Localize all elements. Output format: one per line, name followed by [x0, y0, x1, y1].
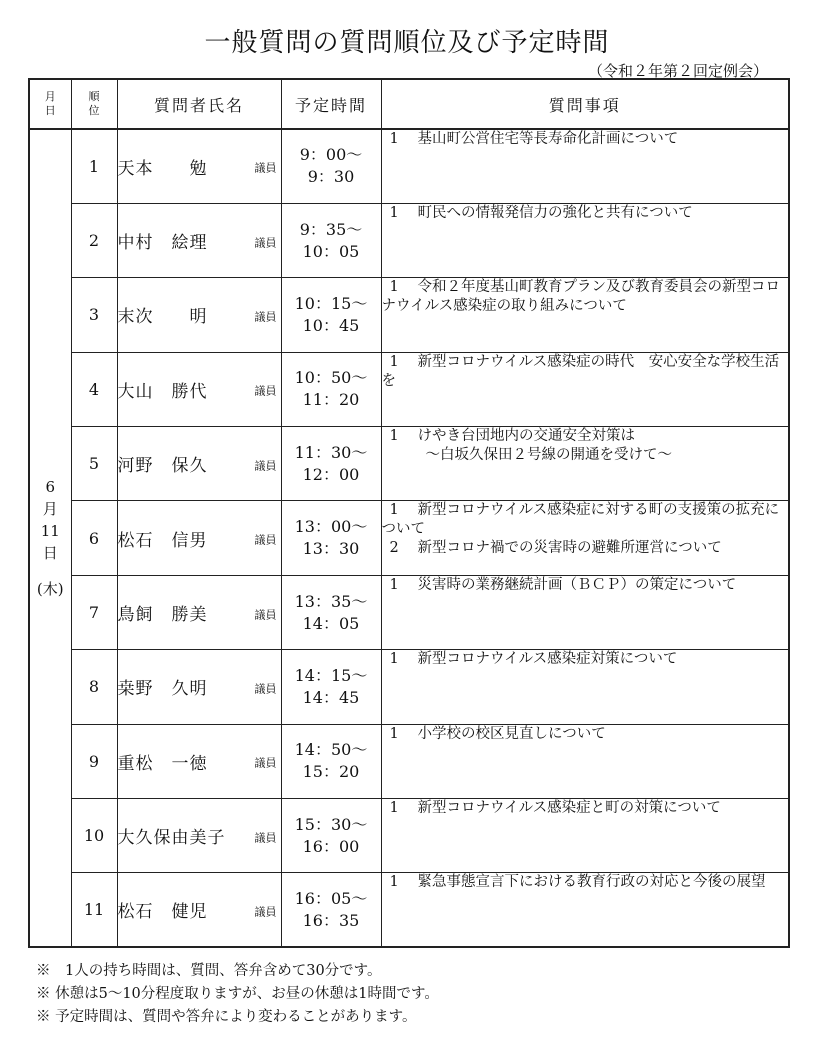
- header-topic: 質問事項: [381, 79, 789, 129]
- topic-cell: [381, 427, 789, 501]
- questioner-cell: [117, 501, 281, 575]
- role-label: 議員: [254, 162, 277, 176]
- start-time: 13：00～: [294, 517, 368, 537]
- topic-item: 1 新型コロナウイルス感染症の時代 安心安全な学校生活を: [381, 353, 780, 389]
- topic-item: 1 新型コロナウイルス感染症に対する町の支援策の拡充について: [381, 502, 780, 538]
- start-time: 9：00～: [299, 145, 363, 165]
- time-cell: [281, 575, 381, 649]
- note-item: ※ 予定時間は、質問や答弁により変わることがあります。: [36, 1009, 417, 1025]
- end-time: 14：45: [302, 687, 360, 707]
- note-item: ※ 休憩は5～10分程度取りますが、お昼の休憩は1時間です。: [36, 986, 439, 1002]
- topic-item: 1 けやき台団地内の交通安全対策は: [389, 428, 635, 445]
- table-row: [29, 501, 789, 575]
- topic-item: 1 新型コロナウイルス感染症対策について: [389, 651, 678, 668]
- table-row: [29, 352, 789, 426]
- questioner-name: 松石 信男: [117, 530, 208, 551]
- header-time: 予定時間: [281, 79, 381, 129]
- end-time: 12：00: [302, 464, 360, 484]
- topic-cell: [381, 352, 789, 426]
- time-cell: [281, 799, 381, 873]
- start-time: 11：30～: [294, 442, 368, 462]
- table-row: [29, 873, 789, 947]
- time-cell: [281, 724, 381, 798]
- questioner-cell: [117, 650, 281, 724]
- table-row: [29, 650, 789, 724]
- rank-cell: 11: [71, 873, 117, 947]
- questioner-cell: [117, 799, 281, 873]
- topic-item: 1 町民への情報発信力の強化と共有について: [389, 204, 693, 221]
- table-row: [29, 724, 789, 798]
- rank-cell: 1: [71, 129, 117, 203]
- notes: [36, 960, 439, 1029]
- role-label: 議員: [254, 905, 277, 919]
- questioner-name: 河野 保久: [117, 456, 208, 477]
- end-time: 15：20: [302, 762, 360, 782]
- topic-cell: [381, 203, 789, 277]
- questioner-name: 末次 明: [117, 307, 208, 328]
- questioner-cell: [117, 352, 281, 426]
- topic-item: 1 小学校の校区見直しについて: [389, 725, 606, 742]
- end-time: 14：05: [302, 613, 360, 633]
- topic-cell: [381, 129, 789, 203]
- end-time: 10：05: [302, 241, 360, 261]
- questioner-cell: [117, 129, 281, 203]
- questioner-name: 桒野 久明: [117, 679, 208, 700]
- header-rank: 順 位: [71, 79, 117, 129]
- rank-cell: 4: [71, 352, 117, 426]
- time-cell: [281, 129, 381, 203]
- end-time: 13：30: [302, 539, 360, 559]
- topic-cell: [381, 575, 789, 649]
- rank-cell: 3: [71, 278, 117, 352]
- time-cell: [281, 650, 381, 724]
- topic-item: 2 新型コロナ禍での災害時の避難所運営について: [389, 540, 722, 557]
- time-cell: [281, 501, 381, 575]
- table-row: [29, 799, 789, 873]
- rank-cell: 8: [71, 650, 117, 724]
- topic-item: 1 緊急事態宣言下における教育行政の対応と今後の展望: [389, 874, 766, 891]
- rank-cell: 2: [71, 203, 117, 277]
- rank-cell: 9: [71, 724, 117, 798]
- table-row: [29, 575, 789, 649]
- questioner-name: 松石 健児: [117, 902, 208, 923]
- time-cell: [281, 427, 381, 501]
- header-date: 月 日: [29, 79, 71, 129]
- start-time: 16：05～: [294, 888, 368, 908]
- role-label: 議員: [254, 236, 277, 250]
- role-label: 議員: [254, 682, 277, 696]
- end-time: 16：00: [302, 836, 360, 856]
- topic-cell: [381, 278, 789, 352]
- start-time: 13：35～: [294, 591, 368, 611]
- questioner-name: 重松 一徳: [117, 753, 208, 774]
- topic-item: 1 基山町公営住宅等長寿命化計画について: [389, 131, 679, 147]
- topic-subtitle: ～白坂久保田２号線の開通を受けて～: [425, 447, 672, 464]
- end-time: 10：45: [302, 315, 360, 335]
- role-label: 議員: [254, 459, 277, 473]
- time-cell: [281, 203, 381, 277]
- table-row: [29, 427, 789, 501]
- rank-cell: 7: [71, 575, 117, 649]
- questioner-cell: [117, 575, 281, 649]
- start-time: 10：15～: [294, 293, 368, 313]
- questioner-cell: [117, 203, 281, 277]
- note-item: ※ 1人の持ち時間は、質問、答弁含めて30分です。: [36, 963, 382, 979]
- end-time: 16：35: [302, 910, 360, 930]
- rank-cell: 5: [71, 427, 117, 501]
- start-time: 14：15～: [294, 665, 368, 685]
- rank-cell: 10: [71, 799, 117, 873]
- start-time: 9：35～: [299, 219, 363, 239]
- end-time: 9：30: [307, 167, 355, 187]
- role-label: 議員: [254, 756, 277, 770]
- role-label: 議員: [254, 384, 277, 398]
- questioner-cell: [117, 873, 281, 947]
- role-label: 議員: [254, 533, 277, 547]
- time-cell: [281, 352, 381, 426]
- start-time: 10：50～: [294, 368, 368, 388]
- questioner-name: 大山 勝代: [117, 381, 208, 402]
- page-subtitle: （令和２年第２回定例会）: [587, 62, 768, 80]
- end-time: 11：20: [302, 390, 360, 410]
- topic-item: 1 令和２年度基山町教育プラン及び教育委員会の新型コロナウイルス感染症の取り組みについて: [381, 279, 780, 315]
- questioner-name: 中村 絵理: [117, 233, 208, 254]
- table-row: [29, 129, 789, 203]
- table-row: [29, 203, 789, 277]
- rank-cell: 6: [71, 501, 117, 575]
- table-row: [29, 278, 789, 352]
- topic-item: 1 新型コロナウイルス感染症と町の対策について: [389, 800, 721, 817]
- topic-item: 1 災害時の業務継続計画（ＢＣＰ）の策定について: [389, 576, 737, 593]
- topic-cell: [381, 873, 789, 947]
- header-name: 質問者氏名: [117, 79, 281, 129]
- topic-cell: [381, 501, 789, 575]
- topic-cell: [381, 724, 789, 798]
- questioner-name: 大久保由美子: [117, 828, 226, 849]
- role-label: 議員: [254, 831, 277, 845]
- schedule-table: [28, 78, 790, 948]
- time-cell: [281, 278, 381, 352]
- topic-cell: [381, 799, 789, 873]
- role-label: 議員: [254, 608, 277, 622]
- table-header-row: [29, 79, 789, 129]
- date-cell: 6 月 11 日 (木): [29, 129, 71, 947]
- page-title: 一般質問の質問順位及び予定時間: [204, 28, 610, 58]
- questioner-cell: [117, 427, 281, 501]
- start-time: 15：30～: [294, 814, 368, 834]
- start-time: 14：50～: [294, 740, 368, 760]
- questioner-cell: [117, 278, 281, 352]
- questioner-name: 鳥飼 勝美: [117, 605, 208, 626]
- topic-cell: [381, 650, 789, 724]
- time-cell: [281, 873, 381, 947]
- questioner-name: 天本 勉: [117, 158, 208, 179]
- role-label: 議員: [254, 310, 277, 324]
- questioner-cell: [117, 724, 281, 798]
